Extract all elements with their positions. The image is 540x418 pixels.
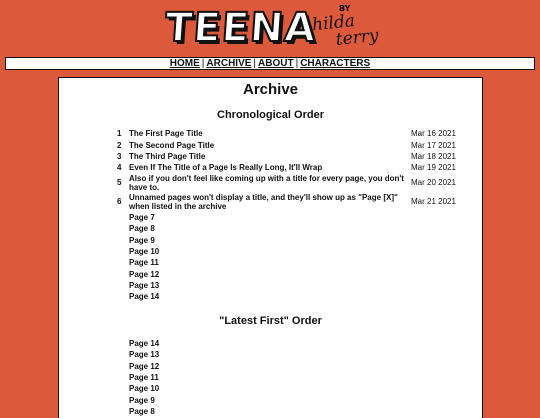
nav-characters-link[interactable]: CHARACTERS (300, 58, 371, 69)
archive-row[interactable] (117, 372, 471, 383)
archive-row[interactable] (117, 406, 471, 417)
archive-row[interactable] (117, 349, 471, 360)
archive-row[interactable] (117, 269, 471, 280)
chronological-heading: Chronological Order (217, 109, 324, 121)
page-number: 3 (117, 151, 122, 161)
archive-row[interactable] (117, 128, 471, 139)
page-title-link[interactable]: Page 10 (129, 384, 160, 394)
nav-separator: | (201, 58, 205, 69)
page-title-link[interactable]: The Third Page Title (129, 151, 206, 161)
archive-row[interactable] (117, 246, 471, 257)
main-nav (5, 57, 535, 70)
latest-first-list (117, 338, 471, 418)
page-title: Archive (242, 81, 299, 98)
page-number: 1 (117, 129, 122, 139)
archive-row[interactable] (117, 151, 471, 162)
nav-archive-link[interactable]: ARCHIVE (206, 58, 252, 69)
page-title-link[interactable]: Page 13 (129, 281, 160, 291)
signature-first-name: hilda (311, 11, 356, 36)
page-title-link[interactable]: Page 12 (129, 269, 160, 279)
page-date: Mar 19 2021 (411, 163, 456, 173)
page-title-link[interactable]: Also if you don't feel like coming up with a title for every page, you don't have to. (129, 173, 404, 193)
page-title-link[interactable]: Unnamed pages won't display a title, and they'll show up as "Page [X]" when listed in the archive (129, 192, 398, 212)
page-number: 4 (117, 163, 122, 173)
page-date: Mar 18 2021 (411, 151, 456, 161)
archive-row[interactable] (117, 291, 471, 302)
chronological-list (117, 128, 471, 303)
archive-row[interactable] (117, 193, 471, 212)
page-title-link[interactable]: Page 7 (129, 212, 155, 222)
page-title-link[interactable]: Page 14 (129, 338, 160, 348)
page-title-link[interactable]: Page 11 (129, 258, 159, 268)
archive-row[interactable] (117, 234, 471, 245)
page-date: Mar 16 2021 (411, 129, 456, 139)
nav-about-link[interactable]: ABOUT (258, 58, 294, 69)
archive-row[interactable] (117, 280, 471, 291)
page-title-link[interactable]: Page 9 (129, 395, 155, 405)
archive-row[interactable] (117, 395, 471, 406)
archive-row[interactable] (117, 338, 471, 349)
page-title-link[interactable]: Page 11 (129, 373, 159, 383)
page-date: Mar 21 2021 (411, 197, 456, 207)
page-title-link[interactable]: Page 8 (129, 407, 155, 417)
logo-wordmark: TEENA (163, 5, 318, 51)
page-title-link[interactable]: Page 8 (129, 224, 155, 234)
nav-separator: | (253, 58, 257, 69)
page-title-link[interactable]: The Second Page Title (129, 140, 215, 150)
latest-first-heading: "Latest First" Order (219, 314, 322, 327)
archive-row[interactable] (117, 212, 471, 223)
page-date: Mar 20 2021 (411, 178, 456, 188)
page-title-link[interactable]: Page 10 (129, 246, 160, 256)
page-title-link[interactable]: The First Page Title (129, 129, 203, 139)
archive-row[interactable] (117, 139, 471, 150)
archive-panel (58, 77, 483, 418)
logo-by-text: BY (339, 4, 351, 13)
archive-row[interactable] (117, 174, 471, 193)
nav-home-link[interactable]: HOME (169, 58, 200, 69)
page-title-link[interactable]: Page 9 (129, 235, 155, 245)
page-title-link[interactable]: Even If The Title of a Page Is Really Long, It'll Wrap (129, 163, 323, 173)
page-date: Mar 17 2021 (411, 140, 456, 150)
logo-signature (311, 11, 379, 52)
page-number: 6 (117, 197, 122, 207)
page-title-link[interactable]: Page 13 (129, 350, 160, 360)
page-title-link[interactable]: Page 14 (129, 292, 160, 302)
archive-row[interactable] (117, 257, 471, 268)
archive-row[interactable] (117, 383, 471, 394)
page-number: 5 (117, 178, 122, 188)
archive-row[interactable] (117, 223, 471, 234)
signature-last-name: terry (334, 25, 380, 50)
site-logo[interactable] (165, 2, 380, 56)
page-number: 2 (117, 140, 122, 150)
page-title-link[interactable]: Page 12 (129, 361, 160, 371)
archive-row[interactable] (117, 162, 471, 173)
archive-row[interactable] (117, 360, 471, 371)
nav-separator: | (295, 58, 299, 69)
